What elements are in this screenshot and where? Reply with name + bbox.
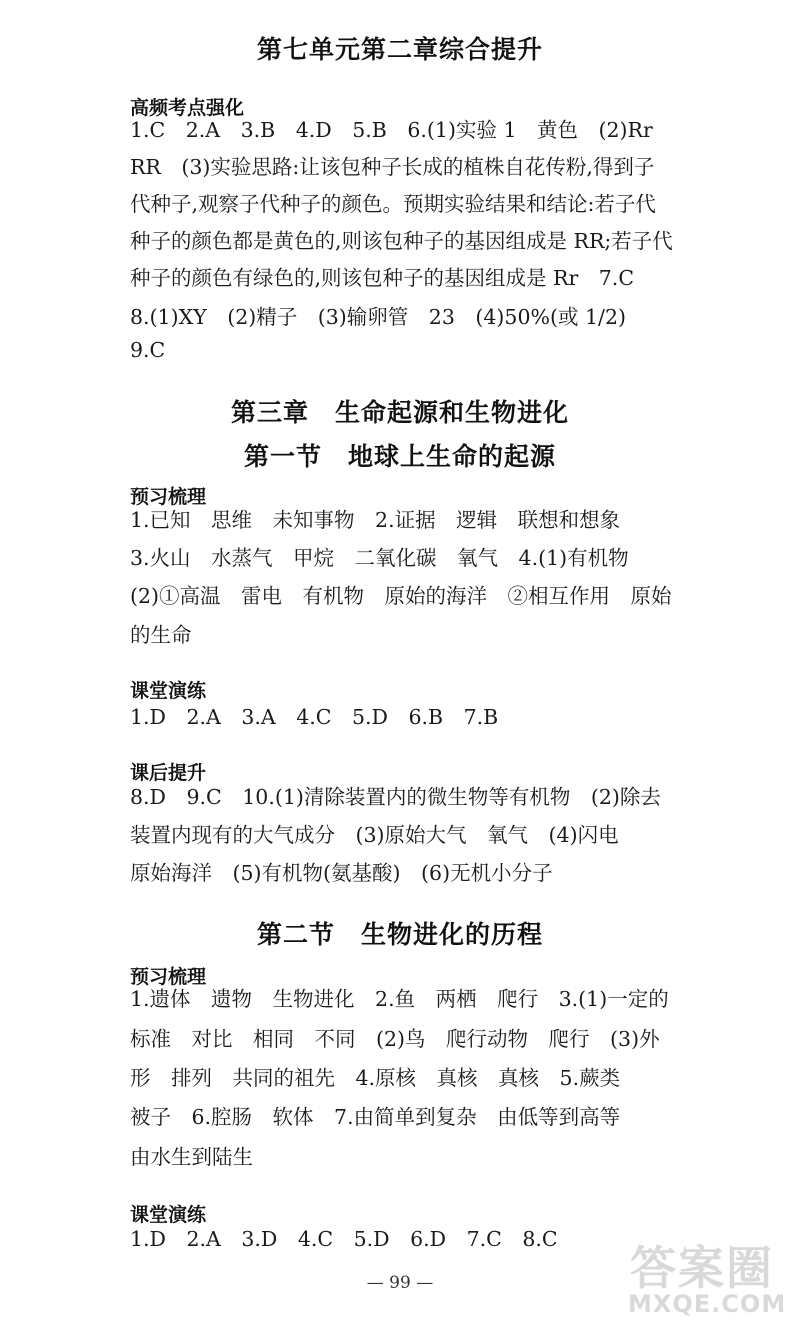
page-number: — 99 — bbox=[366, 1273, 434, 1293]
answer-line: 由水生到陆生 bbox=[130, 1145, 253, 1169]
answer-line: 1.遗体 遗物 生物进化 2.鱼 两栖 爬行 3.(1)一定的 bbox=[130, 987, 669, 1011]
answer-line: 标准 对比 相同 不同 (2)鸟 爬行动物 爬行 (3)外 bbox=[130, 1027, 660, 1051]
answer-line: 种子的颜色有绿色的,则该包种子的基因组成是 Rr 7.C bbox=[130, 266, 635, 290]
section-heading-high-frequency: 高频考点强化 bbox=[130, 97, 245, 119]
chapter-title: 第三章 生命起源和生物进化 bbox=[230, 398, 569, 427]
section-heading-classwork: 课堂演练 bbox=[130, 680, 207, 702]
section-heading-preview: 预习梳理 bbox=[130, 486, 207, 508]
answer-line: 的生命 bbox=[130, 623, 192, 647]
answer-line: (2)①高温 雷电 有机物 原始的海洋 ②相互作用 原始 bbox=[130, 584, 672, 608]
answer-line: 被子 6.腔肠 软体 7.由简单到复杂 由低等到高等 bbox=[130, 1105, 621, 1129]
watermark-logo bbox=[628, 1232, 793, 1324]
watermark-url: MXQE.COM bbox=[628, 1290, 787, 1318]
lesson-title: 第二节 生物进化的历程 bbox=[256, 920, 543, 949]
answer-line: 1.D 2.A 3.A 4.C 5.D 6.B 7.B bbox=[130, 705, 499, 729]
answer-line: 8.(1)XY (2)精子 (3)输卵管 23 (4)50%(或 1/2) bbox=[130, 305, 626, 329]
answer-line: 3.火山 水蒸气 甲烷 二氧化碳 氧气 4.(1)有机物 bbox=[130, 546, 629, 570]
answer-line: 1.C 2.A 3.B 4.D 5.B 6.(1)实验 1 黄色 (2)Rr bbox=[130, 118, 653, 142]
answer-line: 装置内现有的大气成分 (3)原始大气 氧气 (4)闪电 bbox=[130, 823, 619, 847]
section-heading-classwork: 课堂演练 bbox=[130, 1204, 207, 1226]
answer-line: 9.C bbox=[130, 338, 166, 362]
answer-line: 原始海洋 (5)有机物(氨基酸) (6)无机小分子 bbox=[130, 861, 553, 885]
section-heading-after-class: 课后提升 bbox=[130, 762, 207, 784]
watermark-logo-text: 答案圈 bbox=[630, 1241, 774, 1295]
answer-line: 1.已知 思维 未知事物 2.证据 逻辑 联想和想象 bbox=[130, 508, 621, 532]
answer-line: 种子的颜色都是黄色的,则该包种子的基因组成是 RR;若子代 bbox=[130, 229, 673, 253]
lesson-title: 第一节 地球上生命的起源 bbox=[243, 442, 556, 471]
answer-line: 8.D 9.C 10.(1)清除装置内的微生物等有机物 (2)除去 bbox=[130, 785, 661, 809]
answer-line: 形 排列 共同的祖先 4.原核 真核 真核 5.蕨类 bbox=[130, 1066, 621, 1090]
answer-line: 代种子,观察子代种子的颜色。预期实验结果和结论:若子代 bbox=[130, 192, 656, 216]
answer-line: 1.D 2.A 3.D 4.C 5.D 6.D 7.C 8.C bbox=[130, 1227, 558, 1251]
section-heading-preview: 预习梳理 bbox=[130, 966, 207, 988]
answer-line: RR (3)实验思路:让该包种子长成的植株自花传粉,得到子 bbox=[130, 155, 655, 179]
chapter-summary-title: 第七单元第二章综合提升 bbox=[256, 35, 543, 64]
